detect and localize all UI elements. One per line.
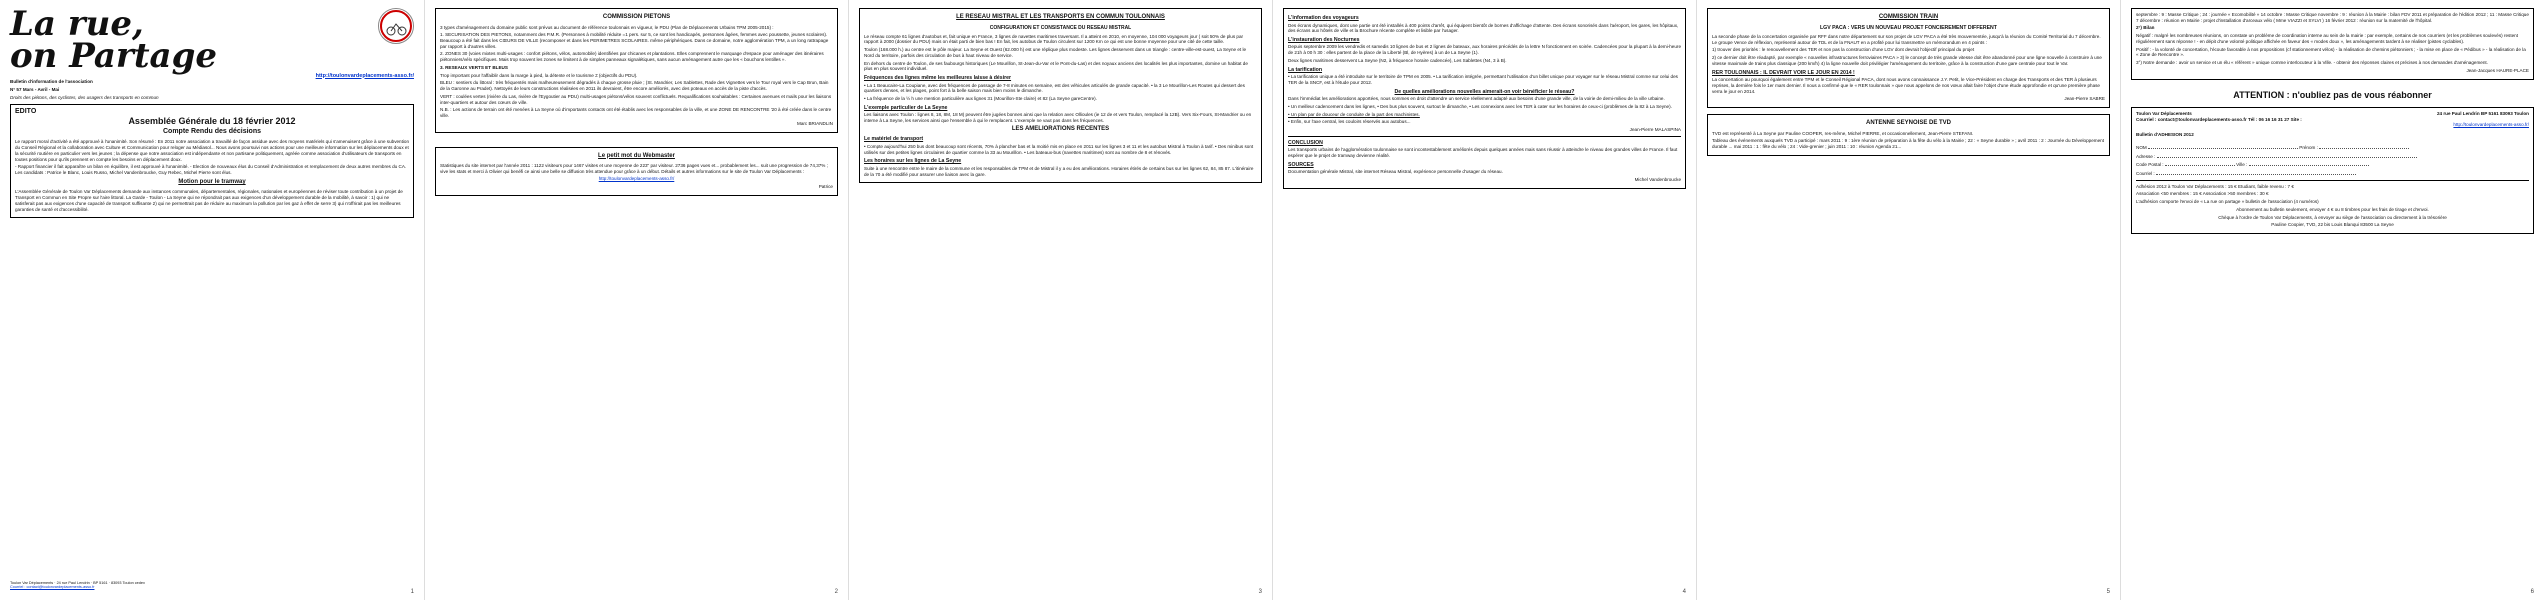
- paragraph: • Enfin, sur l'axe central, les couloirs réservés aux autobus...: [1288, 119, 1411, 125]
- commission-train-box: [1707, 8, 2110, 108]
- don-line: Abonnement au bulletin seulement, envoyer 4 € ou 8 timbres pour les frais de tirage et d'envoi.: [2236, 206, 2429, 212]
- footer-email[interactable]: Courriel : contact@toulonvardeplacements-asso.fr: [10, 585, 95, 590]
- renewal-notice: ATTENTION : n'oubliez pas de vous réabonner: [2233, 89, 2432, 100]
- website-link[interactable]: http://toulonvardeplacements-asso.fr/: [315, 72, 414, 79]
- webmaster-box: [435, 147, 838, 196]
- signature: Jean-Pierre MALASPINA: [1629, 127, 1681, 133]
- nom-label: NOM: [2136, 144, 2147, 150]
- edito-title: Assemblée Générale du 18 février 2012: [128, 116, 296, 127]
- section-title: COMMISSION PIETONS: [602, 14, 671, 20]
- subheading: RER TOULONNAIS : IL DEVRAIT VOIR LE JOUR EN 2014 !: [1712, 69, 1855, 76]
- page-6: [2120, 0, 2544, 600]
- paragraph: Des écrans dynamiques, dont une partie ont été installés à 400 points d'arrêt, qui équipent bientôt de bornes d'affichage d'attente. Des écrans sonorisés dans l'aéroport, les gares, les hôpitaux, des écrans aux hôtels de ville et la Brochure récente complète et lisible par l'usager.: [1288, 22, 1679, 34]
- paragraph: Les transports urbains de l'agglomération toulonnaise se sont incontestablement améliorés depuis quelques années mais sans réussir à atteindre le niveau des grandes villes de France. Il faut espérer que le projet de tramway devienne réalité.: [1288, 147, 1678, 159]
- tarif-line: Association <50 membres : 15 € Association >50 membres : 30 €: [2136, 191, 2269, 197]
- org-address: 24 rue Paul Lendrin BP 5161 83093 Toulon: [2437, 110, 2529, 116]
- securisation-paragraph: 1. SECURISATION DES PIETONS, notamment des P.M.R. (Personnes à mobilité réduite =1 pers. sur 5, ce sont les handicapés, personnes âgées, femmes avec poussette, jeunes scolaires). Beaucoup a été fait dans les CŒURS DE VILLE (recomposer et dans les PERIMETRES SCOLAIRES. même périphériques. Dans ce domaine, notre agglomération TPM, a un long rattrapage par rapport à d'autres villes.: [440, 32, 829, 49]
- footer-address: Toulon Var Déplacements · 24 rue Paul Lendrin · BP 5161 · 83093 Toulon cedex: [10, 580, 145, 585]
- subheading: L'exemple particulier de La Seyne: [864, 104, 948, 111]
- article-title: LE RESEAU MISTRAL ET LES TRANSPORTS EN COMMUN TOULONNAIS: [956, 14, 1165, 20]
- edito-box: [10, 104, 414, 219]
- cp-field[interactable]: [2165, 159, 2235, 166]
- page-number: 1: [410, 588, 414, 595]
- paragraph: • Un meilleur cadencement dans les lignes, • Des bus plus souvent, surtout le dimanche, • Les connexions avec les TER à cater sur les horaires de ceux-ci (problèmes de la 82 à La Seyne).: [1288, 103, 1672, 109]
- webmaster-title: Le petit mot du Webmaster: [598, 152, 675, 159]
- paragraph: septembre : 9 : Masse Critique ; 24 : journée « Ecomobilité » 14 octobre : Masse Critique novembre : 9 : réunion à la Mairie : bilan FDV 2011 et préparation de l'édition 2012 ; 11 : Masse Critique 7 décembre : réunion en Mairie : projet d'installation d'arceaux vélo ( Mme VIAZZI et SYLVI ) 16 février 2012 : réunion sur la maternité de l'hôpital.: [2136, 12, 2529, 23]
- edito-subtitle: Compte Rendu des décisions: [162, 127, 262, 135]
- paragraph: Dans l'immédiat les améliorations apportées, nous sommes en droit d'attendre un service réellement adapté aux besoins d'une grande ville, de la voirie de demi-milieu de la ville urbaine.: [1288, 96, 1665, 102]
- page-3: [848, 0, 1272, 600]
- adresse-field[interactable]: [2157, 151, 2417, 158]
- org-contact: Courriel : contact@toulonvardeplacements-asso.fr Tél : 06 16 16 31 27 Site :: [2136, 116, 2302, 122]
- org-name: Toulon Var Déplacements: [2136, 110, 2192, 116]
- cyclist-pedestrian-icon: [378, 8, 414, 44]
- paragraph: Négatif : malgré les nombreuses réunions, on constate un problème de coordination interne au sein de la mairie : par exemple, certains de nos courriers (et les problèmes soulevés) restent régulièrement sans réponse ! - en dépit d'une volonté politique affichée en faveur des « modes doux », les aménagements tardent à se réaliser (pistes cyclables).: [2136, 33, 2518, 44]
- tarif-line: Adhésion 2012 à Toulon Var Déplacements : 15 € Etudiant, faible revenu : 7 €: [2136, 183, 2294, 189]
- motion-title: Motion pour le tramway: [178, 178, 246, 185]
- paragraph: La concertation au pourquoi également entre TPM et le Conseil Régional PACA, dont nous avons connaissance J.Y. Petit, le Vice-Président en charge des Transports et des TER à plusieurs reprises, la dernière fois le 1er mars dernier. Il nous a confirmé que le « RER toulonnais » que nous appelons de nos vœux allait faire l'objet d'une étude approfondie et qu'une première phase verra le jour en 2014.: [1712, 77, 2100, 94]
- intro-paragraph: 3 types d'aménagement du domaine public sont prévus au document de référence toulonnais en vigueur, le PDU (Plan de Déplacements Urbains TPM 2005-2015) :: [440, 24, 774, 30]
- paragraph: En dehors du centre de Toulon, de ses faubourgs historiques (Le Mourillon, St-Jean-du-Var et le Pont-du-Las) et des noyaux anciens des localités les plus importantes, domine un habitat de plus en plus souvent individuel.: [864, 60, 1248, 72]
- prenom-label: Prénom :: [2299, 144, 2318, 150]
- bleu-paragraph: BLEU : sentiers du littoral : très fréquentés mais malheureusement dégradés à chaque grosse pluie ; (St. Mandrier, Les Sablettes, Rade des Vignettes vers le Tour royal vers le Cap Brun, Bain de la Garonne au Pradet). Nettoyés de leurs constructions réalisées en 2011 ils devraient, être encore améliorés, avec des poteaux en accès de la piste d'accès.: [440, 80, 829, 92]
- subheading: CONCLUSION: [1288, 139, 1323, 146]
- subheading: 2°) Bilan: [2136, 25, 2155, 31]
- paragraph: • Un plan par de douceur de conduite de la part des machinistes.: [1288, 111, 1420, 117]
- section-title: ANTENNE SEYNOISE DE TVD: [1865, 120, 1951, 127]
- paragraph: La seconde phase de la concertation organisée par RFF dans notre département sur son projet de LGV PACA a été très mouvementée, jusqu'à la réunion du Comité Territorial du 7 décembre. Le groupe Vence de réflexion, représenté autour de TDL et de la FNAUT en a profité pour lui transmettre un mémorandum en 4 points :: [1712, 34, 2101, 45]
- reseaux-heading: 3. RESEAUX VERTS ET BLEUS: [440, 64, 508, 70]
- subheading: Fréquences des lignes même les meilleures laisse à désirer: [864, 75, 1012, 82]
- motion-paragraph: L'Assemblée Générale de Toulon Var Déplacements demande aux instances communales, départementales, régionales, nationales et européennes de réviser toute contribution à un projet de Transport en Commun en Site Propre sur l'aire littoral. La Garde - Toulon - La Seyne qui ne répondrait pas aux exigences d'un développement durable de la mobilité, à savoir : 1) qui ne satisferait pas aux exigences d'une capacité de transport suffisante 2) qui ne permettrait pas de réduire au maximum la pollution par les gaz à effet de serre 3) qui n'offrirait pas les meilleures garanties de santé et d'accessibilité.: [15, 189, 403, 212]
- webmaster-link[interactable]: http://toulonvardeplacements-asso.fr/: [598, 176, 675, 182]
- page-number: 3: [1258, 588, 1262, 595]
- nb-paragraph: N.B. : Les actions de terrain ont été menées à La Seyne où d'importants contacts ont été établis avec les responsables de la ville, et une ZONE DE RENCONTRE '20 à été créée dans le centre ville.: [440, 107, 832, 119]
- paragraph: Toulon (168.000 h.) au centre est le pôle majeur. La Seyne et Ouest (62.000 h) est une réplique plus modeste. Les lignes desservent dans un triangle : centre-ville-est-ouest, La Seyne et le Nord du territoire, parfois des circulation de bus à haut niveau de service.: [864, 47, 1247, 58]
- signature: Michel Vandenbroucke: [1634, 177, 1681, 183]
- paragraph: Les liaisons avec Toulon : lignes 8, 18, 8M, 18 M) peuvent être jugées bonnes ainsi que la relation avec Ollioules (ie 12 de et vers Toulon, remplacé la 12B). Vers Six-Fours, St-Mandrier ou en interne à La Seyne, les services ainsi que l'ensemble à qui le remplacent. L'exemple ne vaut pas dans les fréquences.: [864, 112, 1252, 124]
- zones30-paragraph: 2. ZONES 30 (voies mixtes multi-usages : confort piétons, vélos, automobile) identifiées par chicanes et plantations. Elles comprennent le marquage d'espace pour aménager des itinéraires piétonniers/vélo spécifiques. Mais trop souvent les zones se limitent à de simples panneaux signalétiques, sans aucun aménagement autre que les « bouchons lentilles ».: [440, 51, 824, 63]
- reseaux-paragraph: Trop important pour l'affaiblir dans la marge à pied, la détente et le tourisme ≠ (objectifs du PDU).: [440, 72, 638, 78]
- edito-paragraph-1: Le rapport moral d'activité a été approuvé à l'unanimité. Son résumé : En 2011 notre association a travaillé de façon assidue avec des moyens matériels qui s'amenuisent grâce à une subvention du Conseil Régional et la collaboration avec Culture et Communication pour reloger au Médiasol... Nous avons poursuivi nos actions pour une meilleure information sur les déplacements doux et la sécurité routière en particulier vers les jeunes ; la dépense que notre association est indépendante et non partisane politiquement, agréée comme association d'utilisateurs de transports en toutes positions pour qu'ils prennent en compte les besoins en déplacement doux.: [15, 139, 410, 162]
- subheading: L'instauration des Nocturnes: [1288, 36, 1360, 43]
- membership-form: [2131, 107, 2534, 234]
- paragraph: • La fréquence de la ½ h une mention particulière aux lignes 31 (Mourillon-Ste claire) et 82 (La Seyne gareCentre).: [864, 96, 1097, 102]
- section-title: COMMISSION TRAIN: [1878, 14, 1939, 20]
- page-5: [1696, 0, 2120, 600]
- page-number: 5: [2106, 588, 2110, 595]
- mistral-article-continued: [1283, 8, 1686, 189]
- mistral-article: [859, 8, 1262, 183]
- section-subtitle: LGV PACA : VERS UN NOUVEAU PROJET FONCIEREMENT DIFFERENT: [1820, 24, 1997, 31]
- org-site-link[interactable]: http://toulonvardeplacements-asso.fr/: [2453, 122, 2529, 128]
- page-4: [1272, 0, 1696, 600]
- ville-label: Ville :: [2236, 162, 2248, 168]
- page-2: [424, 0, 848, 600]
- paragraph: 1) trouver des priorités : le renouvellement des TER et non pas la construction d'une LGV dont devrait l'objectif principal du projet: [1712, 47, 1975, 53]
- cp-label: Code Postal :: [2136, 162, 2164, 168]
- section-title: LES AMELIORATIONS RECENTES: [1011, 125, 1110, 132]
- paragraph: Le réseau compte 61 lignes d'autobus et, fait unique en France, 3 lignes de navettes maritimes traversant. Il a atteint en 2010, en moyenne, 104 000 voyageurs jour ( soit 50% de plus par rapport à 2000 (dossier du PDU) mais on était parti de bien bas ! En fait, les autobus de Toulon circulent sur 1200 Km ce qui est une bonne moyenne pour une cité de cette taille.: [864, 33, 1244, 45]
- courriel-label: Courriel :: [2136, 171, 2155, 176]
- logo-line-1: La rue,: [10, 4, 144, 44]
- paragraph: • La tarification unique a été introduite sur le territoire de TPM en 2005. • La tarification intégrée, permettant l'utilisation d'un billet unique pour voyager sur le réseau Mistral comme sur celui des TER de la SNCF, est à l'étude pour 2012.: [1288, 74, 1678, 85]
- subheading: SOURCES: [1288, 161, 1314, 168]
- page-1: [0, 0, 424, 600]
- paragraph: Tableau des événements auxquels TVD a participé : mars 2011 : 9 : 1ère réunion de préparation à la fête du vélo à la Mairie ; 22 : « Seyne durable » ; avril 2011 : 2 : Journée du Développement durable ... mai 2011 : 1 : fête du vélo ; 24 : Vide-grenier ; juin 2011 : 10 : réunion Agenda 21...: [1712, 138, 2104, 150]
- page-number: 4: [1682, 588, 1686, 595]
- paragraph: Depuis septembre 2009 les vendredis et samedis 10 lignes de bus et 2 lignes de bateaux, aux horaires précédés de la lettre N fonctionnent en soirée. Cadencées pour la plupart à la demi-heure de 21h à 00 h 30 : elles partent de la place de la Liberté (Bl, de Hyères) à un de La Seyne (1).: [1288, 44, 1682, 56]
- subheading: La tarification: [1288, 66, 1323, 73]
- paragraph: • Compte aujourd'hui 250 bus dont beaucoup sont récents, 70% à plancher bas et la moitié mis en place en 2011 sur les lignes 3 et 11 et les autobus Mistral à Toulon à tarif. • Des minibus sont utilisés sur des petites lignes circulaires de quartier comme la 33 au Mourillon. • Les bateaux-bus (navettes maritimes) sont au nombre de 8 et rénovés.: [864, 143, 1254, 155]
- cheque-line: Chèque à l'ordre de Toulon Var Déplacements, à envoyer au siège de l'association ou directement à la trésorière: [2218, 214, 2447, 220]
- webmaster-signature: Patrice: [818, 184, 833, 190]
- antenne-seynoise-box: [1707, 114, 2110, 156]
- signature: Jean-Pierre SABRE: [2064, 96, 2105, 102]
- logo-line-2: on Partage: [10, 36, 217, 77]
- paragraph: TVD est représenté à La Seyne par Pauline COOPER, res-même, Michel PIERRE, et occasionnellement, Jean-Pierre STEFANI.: [1712, 130, 1974, 136]
- bulletin-line: Bulletin d'information de l'association: [10, 79, 93, 85]
- nom-field[interactable]: [2148, 142, 2298, 149]
- motto: Droits des piétons, des cyclistes, des usagers des transports en commun: [10, 94, 159, 100]
- masthead-logo: [10, 4, 217, 77]
- form-title: Bulletin d'ADHESION 2012: [2136, 132, 2194, 138]
- paragraph: Documentation générale Mistral, site internet Réseau Mistral, expérience personnelle d'usager du réseau.: [1288, 169, 1503, 175]
- paragraph: Deux lignes maritimes desservent La Seyne (N2, à fréquence horaire cadencée), Les Sablettes (N4, 3 à B).: [1288, 57, 1507, 63]
- treso-line: Pauline Coopier, TVD, 22 bis Louis Blanqui 83500 La Seyne: [2271, 222, 2394, 228]
- abo-line: L'adhésion comporte l'envoi de « La rue on partage » bulletin de l'association (4 numéros): [2136, 199, 2319, 205]
- subheading: L'information des voyageurs: [1288, 15, 1359, 21]
- vert-paragraph: VERT : coulées vertes (rivière du Las, rivière de l'Eygoutier au PDU) multi-usages piétons/vélos souvent conflictuels. Requalifications souhaitables : Certaines avenues et mails pour les liaisons inter-quartiers et autour des cœurs de ville.: [440, 93, 832, 105]
- issue-line: N° 57 Mars - Avril - Mai: [10, 87, 60, 93]
- commission-pietons-box: [435, 8, 838, 133]
- adresse-label: Adresse :: [2136, 153, 2156, 159]
- ville-field[interactable]: [2249, 159, 2369, 166]
- prenom-field[interactable]: [2319, 142, 2409, 149]
- subheading: De quelles améliorations nouvelles aimerait-on voir bénéficier le réseau?: [1394, 88, 1575, 95]
- subheading: Les horaires sur les lignes de La Seyne: [864, 158, 962, 165]
- paragraph: 2) ce dernier doit être réadapté, par exemple « nouvelles infrastructures ferroviaires PACA » 3) le concept de très grande vitesse doit être abandonné pour une ligne nouvelle à construire à une vitesse maximale de trains plus classique (200 km/h) 4) la ligne nouvelle doit privilégier l'aménagement du territoire, grâce à la construction d'une gare centrale pour tout le Var.: [1712, 55, 2102, 66]
- paragraph: Suite à une rencontre entre le maire de la commune et les responsables de TPM et de Mistral il y a eu des améliorations. Horaires étirés de certains bus sur les lignes 62, 84, 85 87. L'itinéraire de la 70 a été modifié pour assurer une liaison avec la gare.: [864, 165, 1254, 177]
- subheading: Le matériel de transport: [864, 136, 924, 143]
- page-number: 2: [834, 588, 838, 595]
- courriel-field[interactable]: [2156, 168, 2356, 175]
- webmaster-paragraph: Statistiques du site internet par l'année 2011 : 1122 visiteurs pour 1467 visites et une moyenne de 223" par visiteur. 2736 pages vues et... probablement les... suit une progression de 74,37% ; vive les stats et merci à Olivier qui benéfi ce ainsi une belle se diffusion très attendue pour grâce à un début. Détails et autres informations sur le site de Toulon Var Déplacements :: [440, 163, 828, 174]
- paragraph: • La 1 Beaucaire-La Coupiane, avec des fréquences de passage de 7-8 minutes en semaine, est des véhicules articulés de grande capacité. • la 3 Le Mourillon-Les Routes qui dessert des quartiers denses, et les plages, point fort à la belle saison mais bien moins le dimanche.: [864, 82, 1245, 94]
- page-number: 6: [2530, 588, 2534, 595]
- paragraph: Positif : - la volonté de concertation, l'écoute favorable à nos propositions (cf stationnement vélos) - la réalisation de chemins piétonniers ; - la mise en place de « Pédibus » - la réalisation de la « Zone de Rencontre ».: [2136, 46, 2526, 58]
- signature: Jean-Jacques HAURE-PLACE: [2466, 67, 2529, 73]
- article-subtitle: CONFIGURATION ET CONSISTANCE DU RESEAU MISTRAL: [989, 24, 1132, 31]
- edito-label: EDITO: [15, 107, 37, 115]
- antenne-continued: [2131, 8, 2534, 80]
- signature: Marc BRIANDLIN: [797, 120, 833, 126]
- edito-paragraph-2: - Rapport financier il fait apparaître un bilan en équilibre, il est approuvé à l'unanimité. - Election de nouveaux élus du Conseil d'Administration et remplacement de deux autres membres du CA. Les candidats : Patrice le Blanc, Louis Russo, Michel Vandenbroucke, Guy Rebec, Michel Pierre sont élus.: [15, 164, 407, 176]
- paragraph: 3°) Notre demande : avoir un service et un élu « référent » unique comme interlocuteur à la Ville. - obtenir des réponses claires et précises à nos demandes d'aménagement.: [2136, 60, 2488, 66]
